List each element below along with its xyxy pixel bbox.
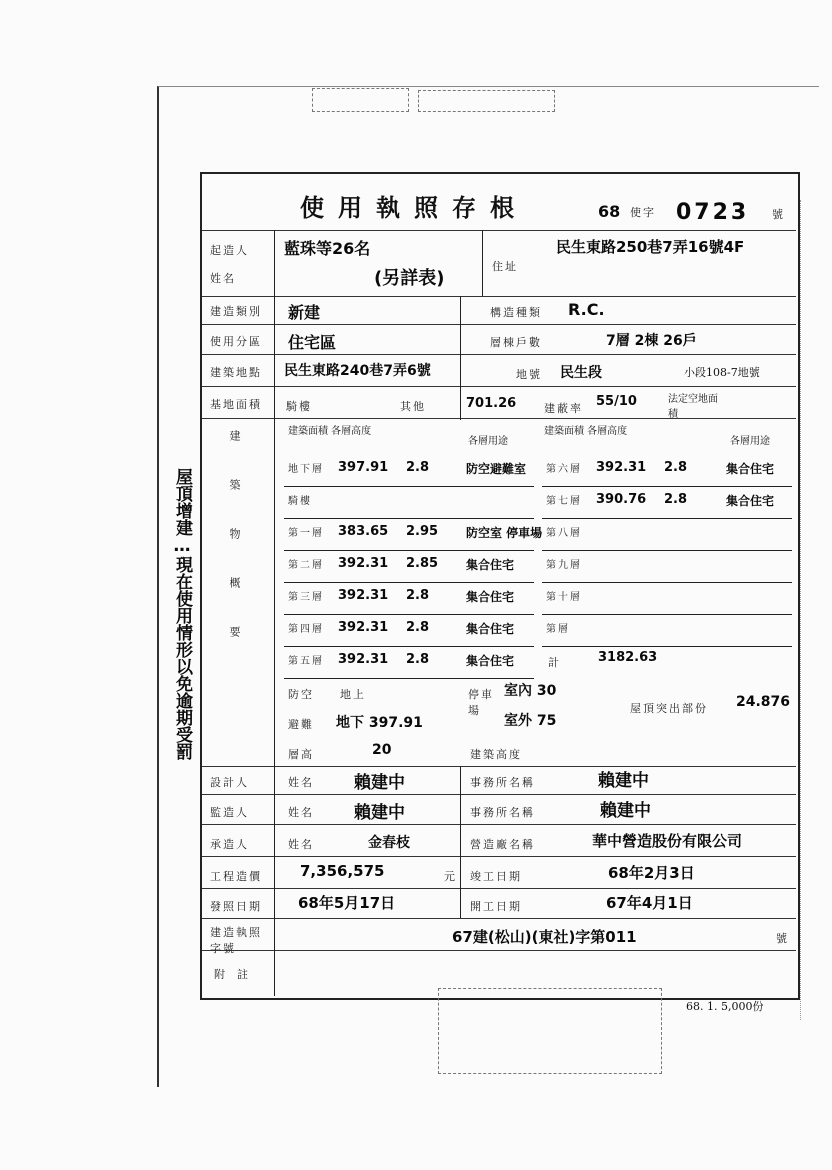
floor-name: 第二層 [288,560,324,571]
permit-number-label: 建造執照字號 [210,926,262,955]
designer-firm-label: 事務所名稱 [470,776,535,789]
structure-type-label: 構造種類 [490,306,542,319]
applicant-value: 藍珠等26名 [284,239,371,258]
floor-height: 2.95 [406,524,439,539]
floor-use: 集合住宅 [466,590,515,604]
rule-vertical [482,230,483,296]
address-label: 住址 [492,260,518,273]
applicant-label: 起造人 [210,244,249,257]
floor-name: 第九層 [546,560,582,571]
other-area-value: 701.26 [466,396,517,411]
supervisor-name-label: 姓名 [288,806,314,819]
supervisor-label: 監造人 [210,806,249,819]
license-prefix: 使字 [630,206,656,219]
floor-name: 第八層 [546,528,582,539]
use-header-left: 各層用途 [468,436,508,447]
issue-date-value: 68年5月17日 [298,894,396,912]
floor-rule [542,486,792,487]
parking-indoor: 室內 30 [504,683,557,699]
rule [202,950,796,951]
floor-height: 2.8 [406,652,430,667]
floor-name: 第一層 [288,528,324,539]
margin-note: 屋頂增建…現在使用情形以免逾期受罰 [172,468,192,760]
issue-date-label: 發照日期 [210,900,262,913]
floors-value: 7層 2棟 26戶 [606,333,697,349]
cost-value: 7,356,575 [300,862,385,880]
completion-value: 68年2月3日 [608,864,695,882]
floor-area: 397.91 [338,460,389,475]
contractor-firm-label: 營造廠名稱 [470,838,535,851]
supervisor-firm-label: 事務所名稱 [470,806,535,819]
floor-name: 第六層 [546,464,582,475]
arcade-label: 騎樓 [286,400,312,413]
contractor-label: 承造人 [210,838,249,851]
structure-type-value: R.C. [568,300,605,319]
floor-rule [284,518,534,519]
rooftop-label: 屋頂突出部份 [630,702,708,715]
top-right-stamp-text [550,132,780,172]
parking-outdoor: 室外 75 [504,713,557,729]
floor-use: 集合住宅 [466,558,515,572]
top-stamp-right [418,90,555,112]
parking-label: 停車場 [468,688,494,717]
coverage-value: 55/10 [596,394,637,409]
floor-area: 392.31 [338,652,389,667]
other-label: 其他 [400,400,426,413]
floor-area: 383.65 [338,524,389,539]
rule [202,824,796,825]
floor-area: 392.31 [596,460,647,475]
floor-height: 2.8 [664,460,688,475]
floor-rule [284,678,534,679]
building-height-label: 建築高度 [470,748,522,761]
site-value: 民生東路240巷7弄6號 [284,363,431,379]
license-number: 0723 [676,200,750,225]
floor-height: 2.8 [406,460,430,475]
start-date-value: 67年4月1日 [606,894,693,912]
floor-name: 第三層 [288,592,324,603]
floor-use: 集合住宅 [726,494,775,508]
floor-height: 2.85 [406,556,439,571]
top-stamp-left [312,88,409,112]
floor-area: 392.31 [338,556,389,571]
air-raid-label: 防空 [288,688,314,701]
total-value: 3182.63 [598,650,658,665]
floor-use: 集合住宅 [466,622,515,636]
license-year: 68 [598,202,621,221]
bottom-stamp [438,988,662,1074]
floor-height: 2.8 [664,492,688,507]
floor-rule [542,550,792,551]
permit-suffix: 號 [776,932,789,945]
use-zone-value: 住宅區 [288,333,337,352]
rule-vertical [460,766,461,918]
lot-value: 民生段 [560,365,602,381]
use-zone-label: 使用分區 [210,335,262,348]
name-label: 姓名 [210,272,236,285]
floor-height: 2.8 [406,588,430,603]
designer-firm: 賴建中 [598,771,649,791]
contractor-firm: 華中營造股份有限公司 [592,832,743,850]
building-category-label: 建造類別 [210,305,262,318]
designer-name-label: 姓名 [288,776,314,789]
cost-label: 工程造價 [210,870,262,883]
floor-rule [284,646,534,647]
contractor-name-label: 姓名 [288,838,314,851]
floor-rule [284,582,534,583]
floor-height: 2.8 [406,620,430,635]
rule [202,354,796,355]
completion-label: 竣工日期 [470,870,522,883]
designer-name: 賴建中 [354,773,405,793]
rule [202,794,796,795]
floor-name: 第五層 [288,656,324,667]
floor-name: 地下層 [288,464,324,475]
cost-unit: 元 [444,870,457,883]
floor-name: 第四層 [288,624,324,635]
start-date-label: 開工日期 [470,900,522,913]
floor-height-value: 20 [372,742,392,758]
building-category-value: 新建 [288,303,321,322]
supervisor-name: 賴建中 [354,803,405,823]
building-section-label: 建築物概要 [228,430,241,675]
floor-rule [542,582,792,583]
rooftop-value: 24.876 [736,694,791,710]
floor-rule [542,646,792,647]
rule [202,766,796,767]
designer-label: 設計人 [210,776,249,789]
base-area-label: 基地面積 [210,398,262,411]
evacuation-label: 避難 [288,718,314,731]
lot-label: 地號 [516,368,542,381]
air-raid-above: 地上 [340,688,366,701]
floor-use: 防空室 停車場 [466,526,543,540]
supervisor-firm: 賴建中 [600,801,651,821]
floor-height-label: 層高 [288,748,314,761]
floor-use: 集合住宅 [466,654,515,668]
rule [202,296,796,297]
floor-name: 第十層 [546,592,582,603]
floor-rule [284,486,534,487]
remarks-label: 附註 [214,968,260,981]
floor-rule [284,614,534,615]
permit-number-value: 67建(松山)(東社)字第011 [452,928,637,946]
rule [202,918,796,919]
floor-area: 390.76 [596,492,647,507]
rule-vertical [460,296,461,420]
right-edge-marks [800,200,829,1020]
floor-header-left: 建築面積 各層高度 [288,426,372,437]
rule [202,230,796,231]
floor-name: 第七層 [546,496,582,507]
address-value: 民生東路250巷7弄16號4F [556,238,745,256]
license-suffix: 號 [772,208,785,221]
total-label: 計 [548,656,561,669]
floor-name: 第層 [546,624,570,635]
rule [202,888,796,889]
site-label: 建築地點 [210,366,262,379]
floor-rule [284,550,534,551]
floors-label: 層棟戶數 [490,336,542,349]
floor-area: 392.31 [338,588,389,603]
coverage-label: 建蔽率 [544,402,583,415]
floor-name: 騎樓 [288,496,312,507]
rule-vertical [274,230,275,996]
lot-number: 小段108-7地號 [684,366,760,379]
print-run: 68. 1. 5,000份 [686,1000,764,1013]
floor-header-right: 建築面積 各層高度 [544,426,628,437]
rule [202,856,796,857]
legal-open-space-label: 法定空地面積 [668,394,718,420]
floor-rule [542,518,792,519]
shelter-below-value: 地下 397.91 [336,715,423,731]
floor-rule [542,614,792,615]
rule [202,324,796,325]
rule [202,386,796,387]
floor-area: 392.31 [338,620,389,635]
floor-use: 集合住宅 [726,462,775,476]
document-title: 使用執照存根 [300,193,528,222]
contractor-name: 金春枝 [368,835,410,851]
applicant-name: (另詳表) [374,268,445,289]
floor-use: 防空避難室 [466,462,527,476]
use-header-right: 各層用途 [730,436,770,447]
